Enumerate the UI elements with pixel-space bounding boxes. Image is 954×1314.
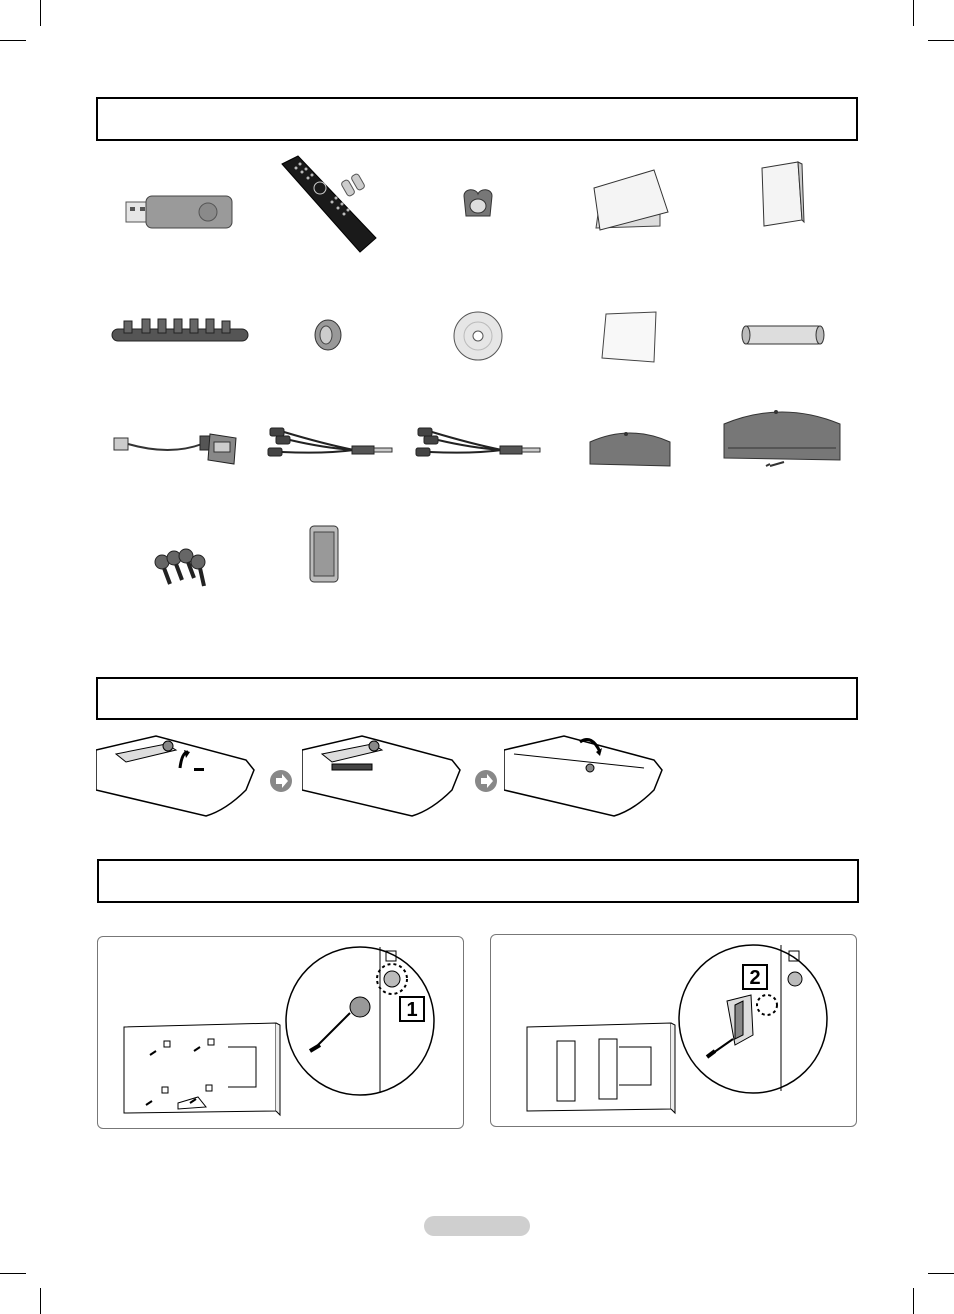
crop-mark xyxy=(913,1288,914,1314)
crop-mark xyxy=(0,40,26,41)
wall-mount-header xyxy=(97,859,859,903)
program-cd-image xyxy=(452,310,504,362)
arrow-right-icon xyxy=(269,769,293,793)
remote-control-image xyxy=(276,152,386,256)
cable-holder-ring-image xyxy=(460,186,496,226)
warranty-card-image xyxy=(590,168,670,236)
av-cable-image xyxy=(264,420,398,464)
crop-mark xyxy=(0,1273,26,1274)
callout-2: 2 xyxy=(749,967,761,989)
crop-mark xyxy=(928,1273,954,1274)
user-manual-image xyxy=(756,160,806,230)
usb-dongle-image xyxy=(118,190,238,234)
crop-mark xyxy=(40,1288,41,1314)
wall-mount-panel-1 xyxy=(97,936,464,1129)
page-number-badge xyxy=(424,1216,530,1236)
crop-mark xyxy=(928,40,954,41)
cover-header xyxy=(96,677,858,720)
ferrite-core-image xyxy=(306,522,342,586)
accessories-header xyxy=(96,97,858,141)
crop-mark xyxy=(40,0,41,26)
cover-bottom-image xyxy=(738,320,828,350)
cover-step-3-illustration xyxy=(504,728,668,820)
crop-mark xyxy=(913,0,914,26)
cable-tie-image xyxy=(108,315,252,347)
screws-image xyxy=(150,544,220,590)
cover-large-image xyxy=(720,404,844,474)
scart-adapter-image xyxy=(110,430,240,470)
cover-step-2-illustration xyxy=(302,730,464,820)
cover-step-1-illustration xyxy=(96,730,258,820)
cleaning-cloth-image xyxy=(598,308,662,366)
arrow-right-icon xyxy=(474,769,498,793)
wall-mount-panel-2 xyxy=(490,934,857,1127)
callout-1: 1 xyxy=(406,999,418,1021)
component-cable-image xyxy=(412,420,546,464)
cover-small-image xyxy=(586,424,674,468)
holder-wire-stand-image xyxy=(312,318,344,352)
